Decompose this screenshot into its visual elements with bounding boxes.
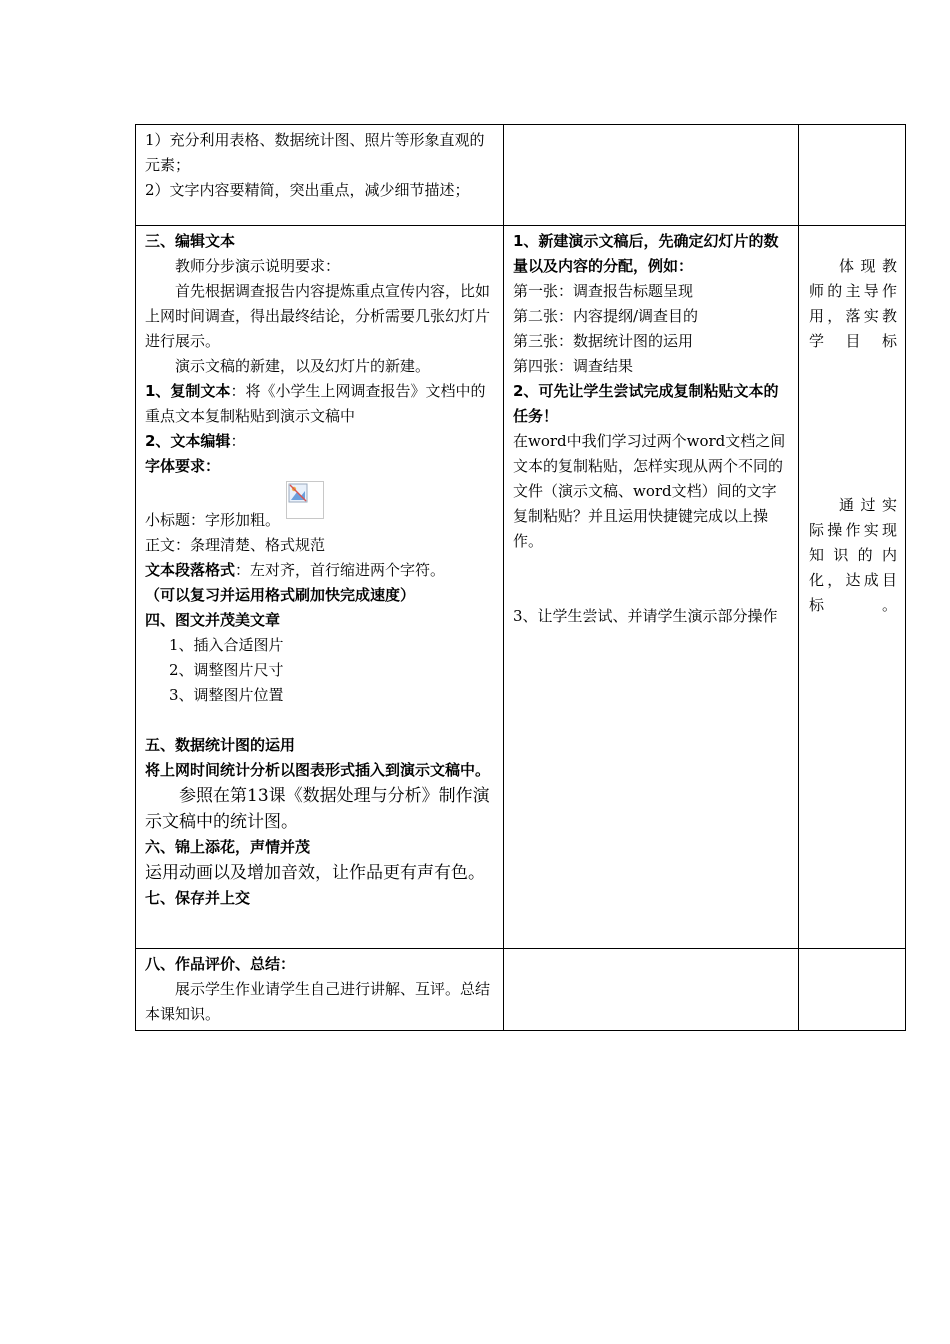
list-item: 3、调整图片位置 [169,686,284,704]
step-text: ：左对齐，首行缩进两个字符。 [235,561,446,579]
paragraph: 首先根据调查报告内容提炼重点宣传内容，比如上网时间调查，得出最终结论，分析需要几张幻灯片进行展示。 [145,282,491,350]
design-note: 体现教师的主导作用，落实教学目标 [809,257,897,350]
paragraph: 正文：条理清楚、格式规范 [145,536,326,554]
list-item: 第三张：数据统计图的运用 [513,332,694,350]
paragraph: 运用动画以及增加音效，让作品更有声有色。 [145,863,485,883]
list-item: 1、插入合适图片 [169,636,284,654]
step-label: 2、文本编辑 [145,432,231,450]
step-label: 1、复制文本 [145,382,231,400]
table-row [136,226,906,949]
section-heading: 四、图文并茂美文章 [145,611,281,629]
activity-cell [504,125,799,226]
paragraph: 教师分步演示说明要求： [175,257,341,275]
section-heading: 五、数据统计图的运用 [145,736,296,754]
list-item: 2）文字内容要精简，突出重点，减少细节描述； [145,181,470,199]
paragraph: 展示学生作业请学生自己进行讲解、互评。总结本课知识。 [145,980,491,1023]
activity-cell [504,949,799,1031]
list-item: 第一张：调查报告标题呈现 [513,282,694,300]
blank-line [145,708,495,733]
subheading: 字体要求： [145,457,221,475]
paragraph: 3、让学生尝试、并请学生演示部分操作 [513,607,778,625]
design-note: 通过实际操作实现知识的内化，达成目标。 [809,496,897,614]
subtitle-text: 小标题：字形加粗。 [145,511,281,529]
paragraph: 参照在第13课《数据处理与分析》制作演示文稿中的统计图。 [145,786,490,832]
paragraph [145,429,495,454]
list-item: 1）充分利用表格、数据统计图、照片等形象直观的元素； [145,131,485,174]
paragraph [145,558,495,583]
paragraph: 演示文稿的新建，以及幻灯片的新建。 [175,357,431,375]
tip-text: （可以复习并运用格式刷加快完成速度） [145,586,416,604]
content-cell [136,949,504,1031]
intent-cell [799,949,906,1031]
paragraph: 在word中我们学习过两个word文档之间文本的复制粘贴，怎样实现从两个不同的文件（演示文稿、word文档）间的文字复制粘贴？并且运用快捷键完成以上操作。 [513,432,786,550]
section-heading: 三、编辑文本 [145,232,236,250]
step-text: ： [230,432,246,450]
lesson-plan-table [135,124,906,1031]
step-heading: 1、新建演示文稿后，先确定幻灯片的数量以及内容的分配，例如： [513,232,779,275]
paragraph: 将上网时间统计分析以图表形式插入到演示文稿中。 [145,761,491,779]
section-heading: 八、作品评价、总结： [145,955,296,973]
paragraph [145,379,495,429]
paragraph [145,481,495,533]
list-item: 第二张：内容提纲/调查目的 [513,307,699,325]
table-row [136,125,906,226]
blank-line [809,354,897,493]
section-heading: 六、锦上添花，声情并茂 [145,838,311,856]
list-item: 第四张：调查结果 [513,357,634,375]
broken-image-icon [286,481,324,519]
intent-cell [799,125,906,226]
step-text: ：将《小学生上网调查报告》文档中的重点文本复制粘贴到演示文稿中 [145,382,486,425]
content-cell [136,125,504,226]
table-row [136,949,906,1031]
list-item: 2、调整图片尺寸 [169,661,284,679]
section-heading: 七、保存并上交 [145,889,251,907]
activity-cell [504,226,799,949]
blank-line [513,554,790,604]
intent-cell [799,226,906,949]
blank-line [809,229,897,254]
step-label: 文本段落格式 [145,561,236,579]
step-heading: 2、可先让学生尝试完成复制粘贴文本的任务！ [513,382,779,425]
content-cell [136,226,504,949]
